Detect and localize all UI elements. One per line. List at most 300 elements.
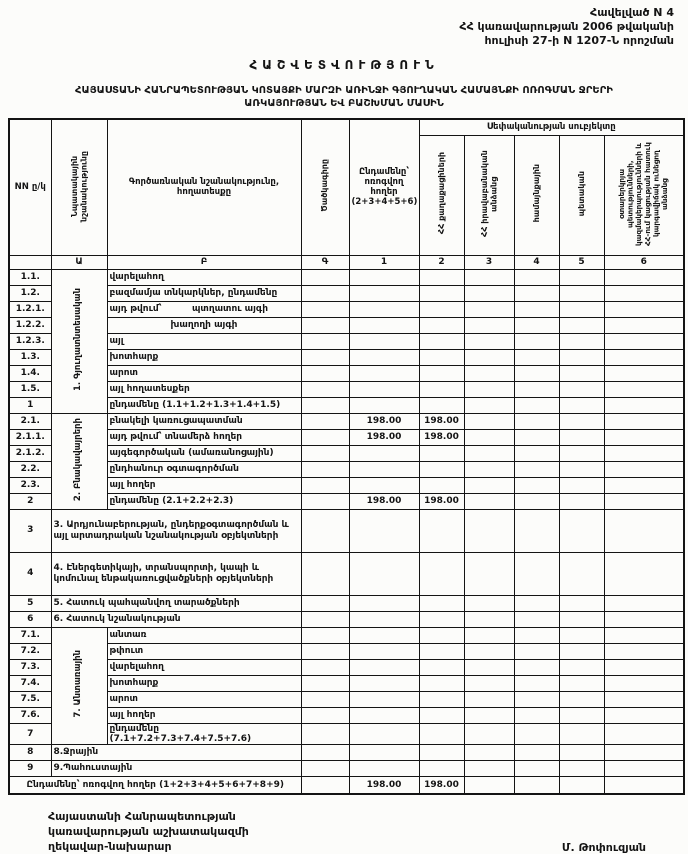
row-no-cell: 2.1.1. [9, 429, 51, 445]
row-label-cell: բազմամյա տնկարկներ, ընդամենը [107, 285, 301, 301]
code-cell [301, 552, 349, 595]
code-cell [301, 691, 349, 707]
value-cell [349, 445, 419, 461]
table-row [9, 413, 684, 429]
row-no-cell: 1.2.3. [9, 333, 51, 349]
group-label-text: 2. Բնակավայրերի [73, 417, 84, 502]
col-header-code-text: Ծածկագիրը [320, 159, 330, 213]
value-cell [514, 365, 559, 381]
row-label-cell: այգեգործական (ամառանոցային) [107, 445, 301, 461]
row-label-cell: 3. Արդյունաբերության, ընդերքօգտագործման և այլ արտադրական նշանակության օբյեկտների [51, 509, 301, 552]
value-cell [604, 429, 684, 445]
value-cell [514, 760, 559, 776]
col-header-code [301, 119, 349, 255]
value-cell [419, 365, 464, 381]
value-cell [349, 760, 419, 776]
letter-cell: 6 [604, 255, 684, 269]
letter-cell [9, 255, 51, 269]
row-no-cell: 1.1. [9, 269, 51, 285]
value-cell [559, 760, 604, 776]
value-cell [464, 659, 514, 675]
value-cell [464, 493, 514, 509]
value-cell [464, 349, 514, 365]
row-no-cell: 7.5. [9, 691, 51, 707]
letter-cell: Ա [51, 255, 107, 269]
row-label-cell: 9.Պահուստային [51, 760, 301, 776]
letter-cell: 5 [559, 255, 604, 269]
value-cell [604, 445, 684, 461]
value-cell [419, 301, 464, 317]
value-cell [349, 285, 419, 301]
col-header-total: Ընդամենը՝ ոռոգվող հողեր (2+3+4+5+6) [349, 119, 419, 255]
value-cell [419, 381, 464, 397]
value-cell [559, 659, 604, 675]
row-no-cell: 2.3. [9, 477, 51, 493]
value-cell [419, 285, 464, 301]
table-row [9, 349, 684, 365]
row-no-cell: 7 [9, 723, 51, 744]
table-row [9, 691, 684, 707]
value-cell [464, 429, 514, 445]
table-row [9, 461, 684, 477]
table-row-subtotal [9, 723, 684, 744]
row-no-cell: 1 [9, 397, 51, 413]
value-cell [559, 707, 604, 723]
table-row [9, 269, 684, 285]
value-cell [349, 691, 419, 707]
col-header-community-text: համայնքային [531, 164, 541, 223]
value-cell [559, 349, 604, 365]
value-cell [604, 595, 684, 611]
value-cell [464, 285, 514, 301]
col-header-legal-text: ՀՀ իրավաբանական անձանց [479, 150, 498, 237]
signatory-title-line-1: Հայաստանի Հանրապետության [48, 809, 236, 823]
value-cell [604, 707, 684, 723]
value-cell [604, 744, 684, 760]
value-cell [604, 723, 684, 744]
col-header-citizens-text: ՀՀ քաղաքացիների [436, 152, 446, 235]
row-label-cell [107, 301, 301, 317]
value-cell [514, 413, 559, 429]
code-cell [301, 461, 349, 477]
value-cell [419, 675, 464, 691]
group-label-forest [51, 627, 107, 744]
row-no-cell: 1.5. [9, 381, 51, 397]
col-header-nn: NN ը/կ [9, 119, 51, 255]
code-cell [301, 381, 349, 397]
signatory-title-line-3: ղեկավար-նախարար [48, 839, 172, 853]
row-label-cell: անտառ [107, 627, 301, 643]
value-cell [419, 461, 464, 477]
table-row [9, 301, 684, 317]
row-label-cell: ընդհանուր օգտագործման [107, 461, 301, 477]
code-cell [301, 509, 349, 552]
value-cell [464, 552, 514, 595]
table-row [9, 285, 684, 301]
value-cell [419, 269, 464, 285]
value-cell: 198.00 [349, 493, 419, 509]
code-cell [301, 445, 349, 461]
value-cell [559, 397, 604, 413]
row-label-cell: խաղողի այգի [107, 317, 301, 333]
value-cell [514, 707, 559, 723]
value-cell [514, 333, 559, 349]
value-cell [464, 611, 514, 627]
appendix-line-1: Հավելված N 4 [590, 6, 674, 19]
value-cell [419, 611, 464, 627]
value-cell [464, 317, 514, 333]
table-row [9, 627, 684, 643]
value-cell [559, 595, 604, 611]
col-header-citizens [419, 135, 464, 255]
value-cell [604, 381, 684, 397]
col-header-ownership-group: Սեփականության սուբյեկտը [419, 119, 684, 135]
row-no-cell: 1.2.2. [9, 317, 51, 333]
irrigation-report-table [8, 118, 685, 795]
row-label-cell: խոտհարք [107, 349, 301, 365]
row-label-cell: արոտ [107, 365, 301, 381]
table-row [9, 643, 684, 659]
value-cell [419, 659, 464, 675]
value-cell [514, 627, 559, 643]
table-row [9, 445, 684, 461]
value-cell [419, 333, 464, 349]
value-cell [349, 509, 419, 552]
group-label-agricultural [51, 269, 107, 413]
value-cell [349, 627, 419, 643]
row-no-cell: 8 [9, 744, 51, 760]
value-cell [349, 477, 419, 493]
row-label-cell: 6. Հատուկ նշանակության [51, 611, 301, 627]
value-cell [604, 349, 684, 365]
code-cell [301, 349, 349, 365]
value-cell [464, 413, 514, 429]
table-row [9, 760, 684, 776]
value-cell [514, 397, 559, 413]
value-cell [464, 760, 514, 776]
value-cell [349, 269, 419, 285]
value-cell [419, 707, 464, 723]
value-cell [559, 691, 604, 707]
value-cell [604, 675, 684, 691]
code-cell [301, 627, 349, 643]
value-cell [559, 611, 604, 627]
value-cell [514, 552, 559, 595]
value-cell [604, 269, 684, 285]
value-cell [514, 429, 559, 445]
code-cell [301, 397, 349, 413]
value-cell [559, 333, 604, 349]
value-cell [559, 461, 604, 477]
code-cell [301, 760, 349, 776]
value-cell [559, 627, 604, 643]
table-row [9, 365, 684, 381]
value-cell [464, 365, 514, 381]
grand-total-value: 198.00 [349, 776, 419, 794]
report-subtitle [0, 84, 688, 110]
row-label-cell: այլ հողատեսքեր [107, 381, 301, 397]
col-header-state [559, 135, 604, 255]
value-cell [514, 675, 559, 691]
value-cell [604, 285, 684, 301]
value-cell [514, 493, 559, 509]
code-cell [301, 365, 349, 381]
table-row [9, 333, 684, 349]
value-cell [464, 509, 514, 552]
value-cell [514, 349, 559, 365]
value-cell [464, 381, 514, 397]
row-no-cell: 2.1. [9, 413, 51, 429]
value-cell [514, 381, 559, 397]
table-row [9, 675, 684, 691]
value-cell [604, 691, 684, 707]
value-cell [604, 477, 684, 493]
value-cell [604, 643, 684, 659]
value-cell [559, 776, 604, 794]
row-label-cell: թփուտ [107, 643, 301, 659]
value-cell [604, 760, 684, 776]
value-cell [349, 365, 419, 381]
value-cell [419, 627, 464, 643]
value-cell [514, 659, 559, 675]
row-label-suffix: պտղատու այգի [191, 304, 269, 314]
value-cell [349, 595, 419, 611]
row-no-cell: 2 [9, 493, 51, 509]
value-cell: 198.00 [419, 429, 464, 445]
value-cell [464, 776, 514, 794]
value-cell [419, 723, 464, 744]
value-cell [514, 285, 559, 301]
row-no-cell: 5 [9, 595, 51, 611]
value-cell [559, 643, 604, 659]
value-cell [559, 493, 604, 509]
value-cell [604, 627, 684, 643]
value-cell [604, 317, 684, 333]
value-cell [464, 269, 514, 285]
value-cell [514, 595, 559, 611]
signatory-title-line-2: կառավարության աշխատակազմի [48, 824, 249, 838]
value-cell [514, 744, 559, 760]
value-cell [514, 691, 559, 707]
value-cell [559, 675, 604, 691]
row-label-cell: ընդամենը (1.1+1.2+1.3+1.4+1.5) [107, 397, 301, 413]
code-cell [301, 723, 349, 744]
value-cell [604, 776, 684, 794]
value-cell [514, 477, 559, 493]
code-cell [301, 776, 349, 794]
report-title: ՀԱՇՎԵՏՎՈՒԹՅՈՒՆ [249, 58, 439, 72]
row-no-cell: 1.2. [9, 285, 51, 301]
table-row [9, 509, 684, 552]
row-no-cell: 4 [9, 552, 51, 595]
row-label-cell: այդ թվում՝ տնամերձ հողեր [107, 429, 301, 445]
grand-total-row [9, 776, 684, 794]
value-cell: 198.00 [349, 413, 419, 429]
value-cell [514, 317, 559, 333]
row-label-cell: 8.Ջրային [51, 744, 301, 760]
code-cell [301, 493, 349, 509]
row-no-cell: 6 [9, 611, 51, 627]
letter-cell: 2 [419, 255, 464, 269]
value-cell [604, 509, 684, 552]
value-cell [514, 776, 559, 794]
report-subtitle-line-1: ՀԱՅԱՍՏԱՆԻ ՀԱՆՐԱՊԵՏՈՒԹՅԱՆ ԿՈՏԱՅՔԻ ՄԱՐԶԻ ԱՌԻՆՋԻ ԳՅՈՒՂԱԿԱՆ ՀԱՄԱՅՆՔԻ ՈՌՈԳՄԱՆ ՋՐԵՐԻ [75, 85, 613, 96]
row-no-cell: 1.4. [9, 365, 51, 381]
value-cell [604, 461, 684, 477]
value-cell [559, 317, 604, 333]
row-label-cell: խոտհարք [107, 675, 301, 691]
value-cell [464, 707, 514, 723]
value-cell [514, 643, 559, 659]
value-cell [349, 381, 419, 397]
value-cell [419, 509, 464, 552]
table-row [9, 744, 684, 760]
row-no-cell: 9 [9, 760, 51, 776]
row-no-cell: 2.2. [9, 461, 51, 477]
table-row [9, 659, 684, 675]
code-cell [301, 317, 349, 333]
value-cell [464, 461, 514, 477]
code-cell [301, 429, 349, 445]
row-label-cell: վարելահող [107, 269, 301, 285]
value-cell [349, 461, 419, 477]
value-cell [604, 493, 684, 509]
code-cell [301, 477, 349, 493]
row-label-cell: 5. Հատուկ պահպանվող տարածքների [51, 595, 301, 611]
row-no-cell: 7.2. [9, 643, 51, 659]
col-header-foreign [604, 135, 684, 255]
row-label-cell: ընդամենը (7.1+7.2+7.3+7.4+7.5+7.6) [107, 723, 301, 744]
value-cell [464, 723, 514, 744]
row-no-cell: 2.1.2. [9, 445, 51, 461]
row-no-cell: 1.2.1. [9, 301, 51, 317]
value-cell [559, 365, 604, 381]
row-no-cell: 1.3. [9, 349, 51, 365]
table-row-subtotal [9, 493, 684, 509]
row-no-cell: 7.6. [9, 707, 51, 723]
value-cell [559, 744, 604, 760]
grand-total-label: Ընդամենը՝ ոռոգվող հողեր (1+2+3+4+5+6+7+8+9) [9, 776, 301, 794]
group-label-text: 7. Անտառային [73, 650, 84, 718]
signatory-title [48, 809, 249, 854]
value-cell: 198.00 [419, 413, 464, 429]
value-cell: 198.00 [349, 429, 419, 445]
table-row [9, 317, 684, 333]
value-cell [349, 397, 419, 413]
value-cell [464, 675, 514, 691]
code-cell [301, 643, 349, 659]
appendix-line-2: ՀՀ կառավարության 2006 թվականի [459, 20, 674, 33]
signatory-name: Մ. Թոփուզյան [561, 840, 646, 854]
value-cell [419, 317, 464, 333]
row-no-cell: 3 [9, 509, 51, 552]
letter-cell: 3 [464, 255, 514, 269]
value-cell [349, 723, 419, 744]
grand-total-value: 198.00 [419, 776, 464, 794]
value-cell [604, 413, 684, 429]
row-label-cell: վարելահող [107, 659, 301, 675]
row-no-cell: 7.1. [9, 627, 51, 643]
col-header-legal [464, 135, 514, 255]
value-cell [349, 611, 419, 627]
value-cell [349, 317, 419, 333]
value-cell [349, 643, 419, 659]
value-cell [604, 659, 684, 675]
row-label-cell: բնակելի կառուցապատման [107, 413, 301, 429]
code-cell [301, 707, 349, 723]
table-row [9, 595, 684, 611]
table-row [9, 707, 684, 723]
code-cell [301, 285, 349, 301]
value-cell [349, 707, 419, 723]
value-cell [514, 509, 559, 552]
value-cell [349, 744, 419, 760]
value-cell [464, 691, 514, 707]
value-cell [559, 301, 604, 317]
col-header-community [514, 135, 559, 255]
value-cell [349, 675, 419, 691]
col-header-purpose-text: Նպատակային նշանակությունը [69, 150, 88, 222]
value-cell [604, 611, 684, 627]
table-row-subtotal [9, 397, 684, 413]
value-cell [559, 509, 604, 552]
code-cell [301, 333, 349, 349]
letter-cell: Բ [107, 255, 301, 269]
col-header-foreign-text: օտարերկրյա պետությունների, կազմակերպությունների և ՀՀ-ում կացության հատուկ կարգավիճակ ունեցող անձանց [617, 141, 669, 246]
table-row [9, 381, 684, 397]
value-cell [464, 333, 514, 349]
value-cell [419, 349, 464, 365]
col-header-functional: Գործառնական նշանակությունը, հողատեսքը [107, 119, 301, 255]
value-cell [514, 445, 559, 461]
value-cell [559, 477, 604, 493]
value-cell [604, 552, 684, 595]
value-cell [514, 301, 559, 317]
value-cell [464, 397, 514, 413]
column-letters-row [9, 255, 684, 269]
value-cell [464, 595, 514, 611]
value-cell [419, 643, 464, 659]
value-cell [464, 301, 514, 317]
value-cell [419, 477, 464, 493]
value-cell [559, 269, 604, 285]
code-cell [301, 675, 349, 691]
code-cell [301, 611, 349, 627]
table-row [9, 477, 684, 493]
value-cell: 198.00 [419, 493, 464, 509]
value-cell [514, 611, 559, 627]
value-cell [514, 269, 559, 285]
appendix-line-3: հուլիսի 27-ի N 1207-Ն որոշման [484, 34, 674, 47]
appendix-reference [0, 0, 688, 48]
code-cell [301, 595, 349, 611]
signature-block [0, 795, 688, 854]
code-cell [301, 301, 349, 317]
value-cell [349, 349, 419, 365]
report-subtitle-line-2: ԱՌԿԱՅՈՒԹՅԱՆ ԵՎ ԲԱՇԽՄԱՆ ՄԱՍԻՆ [244, 98, 444, 109]
value-cell [419, 445, 464, 461]
row-label-cell: արոտ [107, 691, 301, 707]
value-cell [604, 365, 684, 381]
row-no-cell: 7.4. [9, 675, 51, 691]
value-cell [464, 643, 514, 659]
row-no-cell: 7.3. [9, 659, 51, 675]
value-cell [559, 429, 604, 445]
code-cell [301, 744, 349, 760]
value-cell [419, 744, 464, 760]
row-label-cell: այլ հողեր [107, 477, 301, 493]
value-cell [419, 691, 464, 707]
